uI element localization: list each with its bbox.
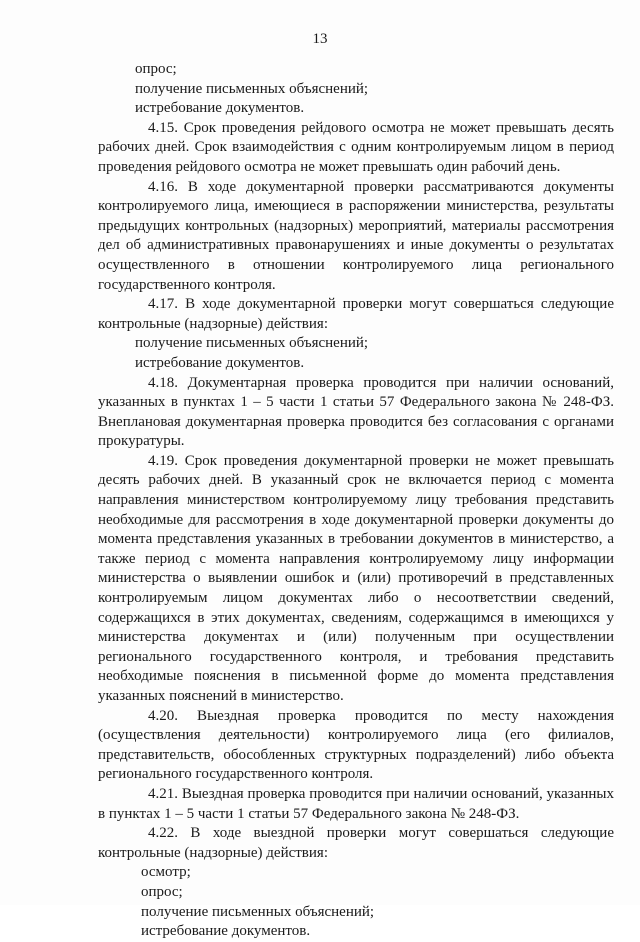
page-number: 13 xyxy=(312,31,328,47)
paragraph-4-18: 4.18. Документарная проверка проводится при наличии оснований, указанных в пунктах 1 – 5 части 1 статьи 57 Федерального закона № 248-ФЗ. Внеплановая документарная проверка проводится без согласования с органами прокуратуры. xyxy=(98,374,614,450)
list-item: истребование документов. xyxy=(141,923,311,940)
list-item: истребование документов. xyxy=(135,354,305,371)
paragraph-4-20: 4.20. Выездная проверка проводится по месту нахождения (осуществления деятельности) контролируемого лица (его филиалов, представительств, обособленных структурных подразделений) либо объекта регионального государственного контроля. xyxy=(98,707,614,783)
paragraph-4-21: 4.21. Выездная проверка проводится при наличии оснований, указанных в пунктах 1 – 5 части 1 статьи 57 Федерального закона № 248-ФЗ. xyxy=(98,785,614,822)
paragraph-4-22: 4.22. В ходе выездной проверки могут совершаться следующие контрольные (надзорные) действия: xyxy=(98,825,614,861)
paragraph-4-16: 4.16. В ходе документарной проверки рассматриваются документы контролируемого лица, имеющиеся в распоряжении министерства, результаты предыдущих контрольных (надзорных) мероприятий, материалы рассмотрения дел об административных правонарушениях и иные документы о результатах осуществленного в отношении контролируемого лица регионального государственного контроля. xyxy=(98,178,614,293)
list-item: получение письменных объяснений; xyxy=(135,80,369,97)
paragraph-4-17: 4.17. В ходе документарной проверки могут совершаться следующие контрольные (надзорные) действия: xyxy=(98,296,614,332)
paragraph-4-15: 4.15. Срок проведения рейдового осмотра не может превышать десять рабочих дней. Срок взаимодействия с одним контролируемым лицом в период проведения рейдового осмотра не может превышать один рабочий день. xyxy=(98,119,614,175)
list-item: опрос; xyxy=(135,61,177,77)
list-item: осмотр; xyxy=(141,864,191,881)
document-body xyxy=(98,60,614,942)
list-item: истребование документов. xyxy=(135,100,305,117)
list-item: опрос; xyxy=(141,883,183,900)
list-item: получение письменных объяснений; xyxy=(141,903,375,920)
list-item: получение письменных объяснений; xyxy=(135,335,369,352)
paragraph-4-19: 4.19. Срок проведения документарной проверки не может превышать десять рабочих дней. В указанный срок не включается период с момента направления министерством контролируемому лицу требования представить необходимые для рассмотрения в ходе документарной проверки документы до момента представления указанных в требовании документов в министерство, а также период с момента направления контролируемому лицу информации министерства о выявлении ошибок и (или) противоречий в представленных контролируемым лицом документах либо о несоответствии сведений, содержащихся в этих документах, сведениям, содержащимся в имеющихся у министерства документах и (или) полученным при осуществлении регионального государственного контроля, и требования представить необходимые пояснения в письменной форме до момента представления указанных пояснений в министерство. xyxy=(98,452,614,704)
